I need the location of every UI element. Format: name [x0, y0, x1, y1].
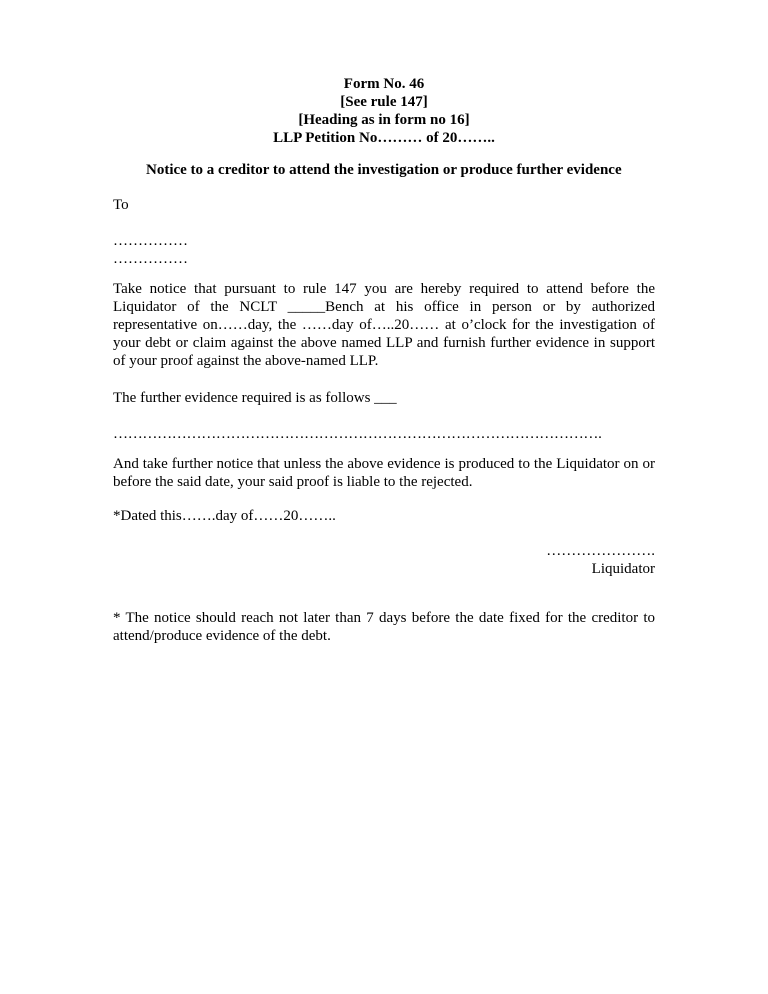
rule-reference: [See rule 147] — [340, 94, 428, 110]
heading-reference: [Heading as in form no 16] — [298, 112, 470, 128]
form-number: Form No. 46 — [343, 76, 425, 92]
evidence-blank-line: ………………………………………………………………………………………. — [113, 426, 602, 442]
signature-blank: …………………. — [546, 543, 655, 559]
notice-title: Notice to a creditor to attend the investigation or produce further evidence — [146, 162, 622, 178]
attend-paragraph: Take notice that pursuant to rule 147 you are hereby required to attend before the Liquidator of the NCLT _____Bench at his office in person or by authorized representative on……day, the ……day of…..20…… at o’clock for the investigation of your debt or claim against the above named LLP and furnish further evidence in support of your proof against the above-named LLP. — [113, 281, 655, 369]
petition-number: LLP Petition No……… of 20…….. — [273, 130, 495, 146]
evidence-paragraph: The further evidence required is as follows ___ — [113, 390, 397, 406]
form-heading — [0, 75, 768, 147]
address-line-1: …………… — [113, 233, 188, 249]
dated-line: *Dated this…….day of……20…….. — [113, 508, 336, 524]
further-notice-paragraph: And take further notice that unless the above evidence is produced to the Liquidator on or before the said date, your said proof is liable to the rejected. — [113, 456, 655, 490]
footnote: * The notice should reach not later than 7 days before the date fixed for the creditor to attend/produce evidence of the debt. — [113, 610, 655, 644]
address-line-2: …………… — [113, 251, 188, 267]
to-label: To — [113, 197, 129, 213]
signature-label: Liquidator — [591, 561, 655, 577]
